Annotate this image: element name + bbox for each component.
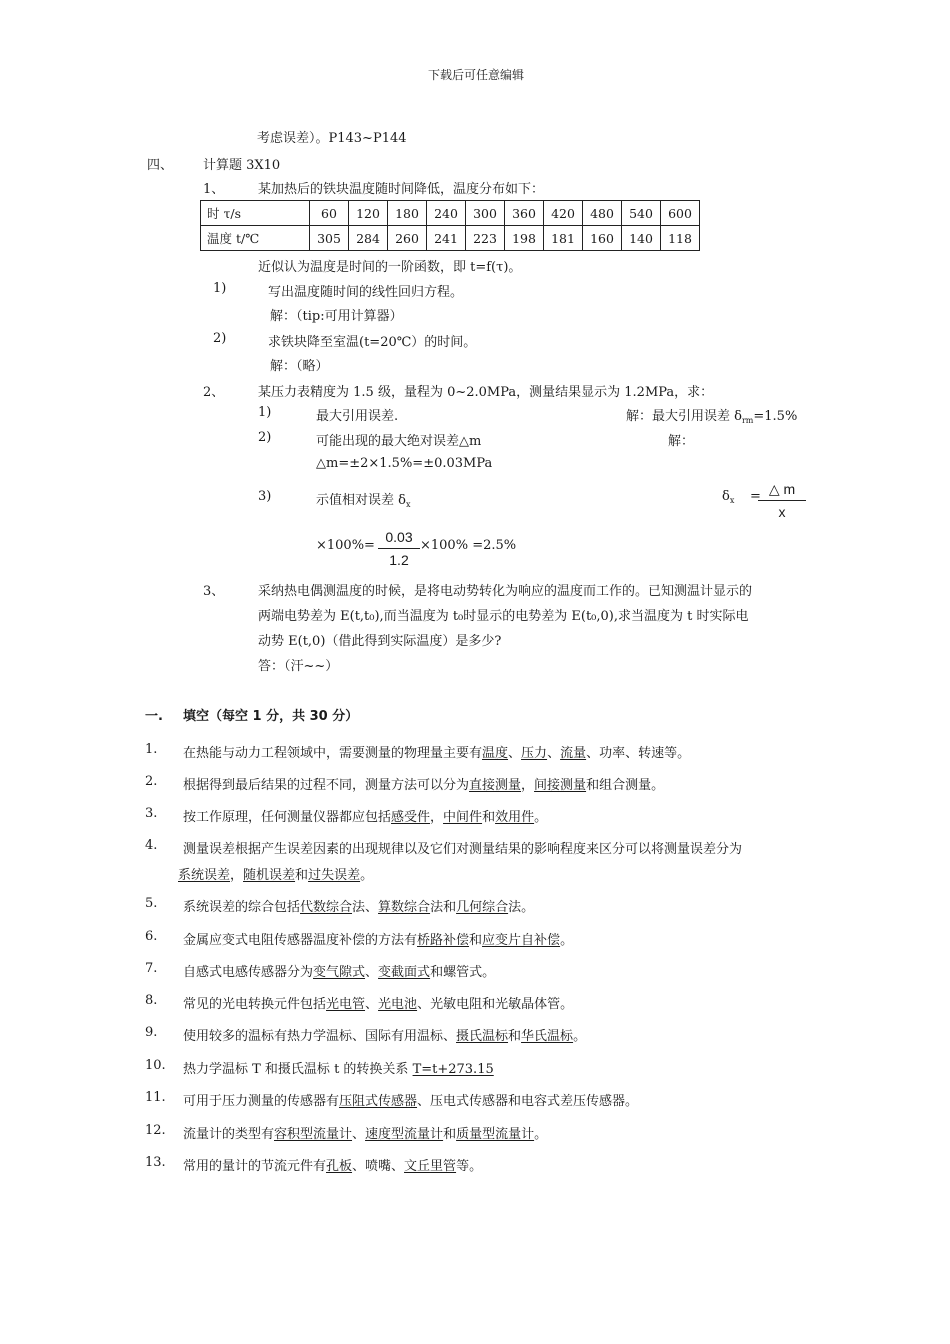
question-text: 两端电势差为 E(t,t₀),而当温度为 t₀时显示的电势差为 E(t₀,0),求当温度为 t 时实际电 bbox=[258, 609, 749, 624]
question-number: 3、 bbox=[203, 584, 225, 599]
section-title: 计算题 3X10 bbox=[203, 158, 281, 173]
fill-item-text bbox=[183, 1123, 547, 1142]
table-cell: 140 bbox=[622, 226, 661, 251]
blank-answer: 直接测量 bbox=[469, 778, 522, 793]
fraction-denominator: x bbox=[778, 504, 786, 520]
blank-answer: 温度 bbox=[482, 746, 509, 761]
blank-answer: 光电池 bbox=[378, 997, 418, 1012]
blank-answer: 几何综合 bbox=[456, 900, 509, 915]
table-cell: 223 bbox=[466, 226, 505, 251]
table-row-temperature bbox=[201, 226, 700, 251]
fill-section-number: 一. bbox=[145, 709, 163, 724]
blank-answer: 效用件 bbox=[495, 810, 535, 825]
subscript: x bbox=[729, 496, 735, 505]
blank-answer: 随机误差 bbox=[243, 868, 296, 883]
fill-item-number: 10. bbox=[145, 1058, 166, 1073]
table-cell: 360 bbox=[505, 201, 544, 226]
item-text: 常见的光电转换元件包括 bbox=[183, 997, 327, 1012]
item-text: 和螺管式。 bbox=[430, 965, 496, 980]
sub-answer-text: 解：最大引用误差 δ bbox=[626, 409, 742, 424]
item-text: 可用于压力测量的传感器有 bbox=[183, 1094, 340, 1109]
blank-answer: 中间件 bbox=[443, 810, 483, 825]
fill-item-number: 7. bbox=[145, 961, 158, 976]
question-number: 1、 bbox=[203, 182, 225, 197]
fill-item-number: 5. bbox=[145, 896, 158, 911]
item-text: 流量计的类型有 bbox=[183, 1127, 275, 1142]
table-cell: 181 bbox=[544, 226, 583, 251]
blank-answer: 华氏温标 bbox=[521, 1029, 574, 1044]
table-cell: 180 bbox=[388, 201, 427, 226]
question-text: 某压力表精度为 1.5 级，量程为 0~2.0MPa，测量结果显示为 1.2MPa，求： bbox=[258, 385, 714, 400]
item-text: ， bbox=[430, 810, 444, 825]
fraction-numerator: 0.03 bbox=[385, 529, 413, 545]
question-note: 近似认为温度是时间的一阶函数，即 t=f(τ)。 bbox=[258, 260, 522, 275]
sub-question: 最大引用误差. bbox=[316, 409, 399, 424]
item-text: 法、 bbox=[352, 900, 379, 915]
sub-answer-label: 解： bbox=[668, 434, 695, 449]
table-cell: 241 bbox=[427, 226, 466, 251]
item-text: 、 bbox=[508, 746, 522, 761]
fill-item-text bbox=[183, 1155, 482, 1174]
question-answer: 答：（汗~~） bbox=[258, 659, 339, 674]
sub-question: 求铁块降至室温(t=20℃）的时间。 bbox=[268, 335, 477, 350]
subscript: rm bbox=[741, 416, 754, 425]
formula-lhs bbox=[722, 489, 734, 505]
fill-item-text bbox=[183, 806, 547, 825]
fraction-numerator: △ m bbox=[768, 481, 796, 497]
fill-item-number: 8. bbox=[145, 993, 158, 1008]
temperature-table bbox=[200, 200, 700, 251]
fill-item-number: 13. bbox=[145, 1155, 166, 1170]
page-header: 下载后可任意编辑 bbox=[428, 68, 525, 82]
item-text: 测量误差根据产生误差因素的出现规律以及它们对测量结果的影响程度来区分可以将测量误差分为 bbox=[183, 842, 743, 857]
fill-item-text bbox=[183, 993, 573, 1012]
item-text: 等。 bbox=[456, 1159, 483, 1174]
item-text: 、 bbox=[365, 965, 379, 980]
blank-answer: 孔板 bbox=[326, 1159, 353, 1174]
sub-answer: △m=±2×1.5%=±0.03MPa bbox=[316, 456, 493, 471]
blank-answer: 代数综合 bbox=[300, 900, 353, 915]
item-text: 、 bbox=[547, 746, 561, 761]
fill-item-text bbox=[183, 1090, 638, 1109]
item-text: 自感式电感传感器分为 bbox=[183, 965, 314, 980]
table-cell: 284 bbox=[349, 226, 388, 251]
item-text: 、喷嘴、 bbox=[352, 1159, 405, 1174]
item-text: 、光敏电阻和光敏晶体管。 bbox=[417, 997, 574, 1012]
table-cell: 160 bbox=[583, 226, 622, 251]
blank-answer: 过失误差 bbox=[308, 868, 361, 883]
blank-answer: 压力 bbox=[521, 746, 548, 761]
table-cell: 118 bbox=[661, 226, 700, 251]
table-cell: 540 bbox=[622, 201, 661, 226]
sub-answer: 解：（略） bbox=[270, 359, 329, 374]
blank-answer: 摄氏温标 bbox=[456, 1029, 509, 1044]
item-text: 和 bbox=[295, 868, 309, 883]
item-text: 、 bbox=[352, 1127, 366, 1142]
blank-answer: 变截面式 bbox=[378, 965, 431, 980]
question-text: 某加热后的铁块温度随时间降低，温度分布如下： bbox=[258, 182, 545, 197]
table-cell: 600 bbox=[661, 201, 700, 226]
calc-prefix: ×100%= bbox=[316, 538, 375, 553]
section-number: 四、 bbox=[147, 158, 174, 173]
sub-number: 3) bbox=[258, 489, 272, 504]
calc-suffix: ×100% =2.5% bbox=[420, 538, 517, 553]
fill-item-text bbox=[183, 929, 573, 948]
table-cell-label: 时 τ/s bbox=[201, 201, 310, 226]
fill-item-number: 11. bbox=[145, 1090, 166, 1105]
sub-question-text: 示值相对误差 δ bbox=[316, 493, 406, 508]
fill-item-text bbox=[183, 838, 742, 857]
item-text: 。 bbox=[360, 868, 374, 883]
blank-answer: 系统误差 bbox=[178, 868, 231, 883]
item-text: 。 bbox=[560, 933, 574, 948]
fill-item-text bbox=[183, 896, 534, 915]
item-text: 、 bbox=[365, 997, 379, 1012]
fill-item-number: 6. bbox=[145, 929, 158, 944]
blank-answer: 间接测量 bbox=[534, 778, 587, 793]
table-cell: 305 bbox=[310, 226, 349, 251]
question-number: 2、 bbox=[203, 385, 225, 400]
sub-answer bbox=[626, 405, 797, 425]
fill-item-number: 4. bbox=[145, 838, 158, 853]
item-text: 在热能与动力工程领域中，需要测量的物理量主要有 bbox=[183, 746, 483, 761]
fraction-delta-m-over-x bbox=[758, 478, 806, 523]
sub-question: 写出温度随时间的线性回归方程。 bbox=[268, 285, 464, 300]
fill-item-text bbox=[183, 1058, 494, 1077]
item-text: 、压电式传感器和电容式差压传感器。 bbox=[417, 1094, 639, 1109]
table-cell: 240 bbox=[427, 201, 466, 226]
fill-item-text bbox=[178, 864, 373, 883]
fraction-calculation bbox=[378, 526, 420, 571]
table-cell: 300 bbox=[466, 201, 505, 226]
table-cell: 60 bbox=[310, 201, 349, 226]
blank-answer: 桥路补偿 bbox=[417, 933, 470, 948]
item-text: 和 bbox=[469, 933, 483, 948]
fill-item-number: 1. bbox=[145, 742, 158, 757]
item-text: 。 bbox=[534, 1127, 548, 1142]
table-cell-label: 温度 t/℃ bbox=[201, 226, 310, 251]
item-text: 和 bbox=[443, 1127, 457, 1142]
blank-answer: T=t+273.15 bbox=[412, 1062, 494, 1077]
subscript: x bbox=[405, 500, 411, 509]
blank-answer: 变气隙式 bbox=[313, 965, 366, 980]
fill-item-number: 2. bbox=[145, 774, 158, 789]
item-text: 和 bbox=[508, 1029, 522, 1044]
blank-answer: 速度型流量计 bbox=[365, 1127, 444, 1142]
item-text: ， bbox=[521, 778, 535, 793]
fill-item-number: 9. bbox=[145, 1025, 158, 1040]
formula-delta: δ bbox=[722, 489, 730, 504]
continued-line: 考虑误差）。P143~P144 bbox=[257, 131, 407, 146]
fill-item-text bbox=[183, 1025, 586, 1044]
blank-answer: 压阻式传感器 bbox=[339, 1094, 418, 1109]
sub-question bbox=[316, 489, 410, 509]
item-text: 系统误差的综合包括 bbox=[183, 900, 301, 915]
table-cell: 480 bbox=[583, 201, 622, 226]
blank-answer: 算数综合 bbox=[378, 900, 431, 915]
item-text: 。 bbox=[534, 810, 548, 825]
table-row-time bbox=[201, 201, 700, 226]
table-cell: 198 bbox=[505, 226, 544, 251]
item-text: 和组合测量。 bbox=[586, 778, 665, 793]
sub-number: 1) bbox=[213, 281, 227, 296]
fill-item-text bbox=[183, 774, 664, 793]
sub-answer-tail: =1.5% bbox=[753, 409, 798, 424]
item-text: 法。 bbox=[508, 900, 535, 915]
table-cell: 260 bbox=[388, 226, 427, 251]
sub-number: 2) bbox=[213, 331, 227, 346]
fill-item-number: 3. bbox=[145, 806, 158, 821]
item-text: 法和 bbox=[430, 900, 457, 915]
sub-answer: 解：（tip:可用计算器） bbox=[270, 309, 403, 324]
item-text: 常用的量计的节流元件有 bbox=[183, 1159, 327, 1174]
blank-answer: 感受件 bbox=[391, 810, 431, 825]
item-text: 根据得到最后结果的过程不同，测量方法可以分为 bbox=[183, 778, 470, 793]
blank-answer: 流量 bbox=[560, 746, 587, 761]
blank-answer: 光电管 bbox=[326, 997, 366, 1012]
fraction-denominator: 1.2 bbox=[389, 552, 409, 568]
fill-section-title: 填空（每空 1 分，共 30 分） bbox=[183, 709, 359, 724]
table-cell: 420 bbox=[544, 201, 583, 226]
item-text: 使用较多的温标有热力学温标、国际有用温标、 bbox=[183, 1029, 457, 1044]
sub-question: 可能出现的最大绝对误差△m bbox=[316, 434, 482, 449]
item-text: 金属应变式电阻传感器温度补偿的方法有 bbox=[183, 933, 418, 948]
sub-number: 1) bbox=[258, 405, 272, 420]
fill-item-text bbox=[183, 961, 495, 980]
item-text: ， bbox=[230, 868, 244, 883]
table-cell: 120 bbox=[349, 201, 388, 226]
fill-item-number: 12. bbox=[145, 1123, 166, 1138]
item-text: 按工作原理，任何测量仪器都应包括 bbox=[183, 810, 392, 825]
blank-answer: 容积型流量计 bbox=[274, 1127, 353, 1142]
sub-number: 2) bbox=[258, 430, 272, 445]
blank-answer: 文丘里管 bbox=[404, 1159, 457, 1174]
formula-equals: = bbox=[750, 489, 761, 504]
item-text: 热力学温标 T 和摄氏温标 t 的转换关系 bbox=[183, 1062, 413, 1077]
item-text: 、功率、转速等。 bbox=[586, 746, 691, 761]
blank-answer: 应变片自补偿 bbox=[482, 933, 561, 948]
item-text: 和 bbox=[482, 810, 496, 825]
blank-answer: 质量型流量计 bbox=[456, 1127, 535, 1142]
question-text: 动势 E(t,0)（借此得到实际温度）是多少? bbox=[258, 634, 502, 649]
item-text: 。 bbox=[573, 1029, 587, 1044]
fill-item-text bbox=[183, 742, 690, 761]
question-text: 采纳热电偶测温度的时候，是将电动势转化为响应的温度而工作的。已知测温计显示的 bbox=[258, 584, 753, 599]
